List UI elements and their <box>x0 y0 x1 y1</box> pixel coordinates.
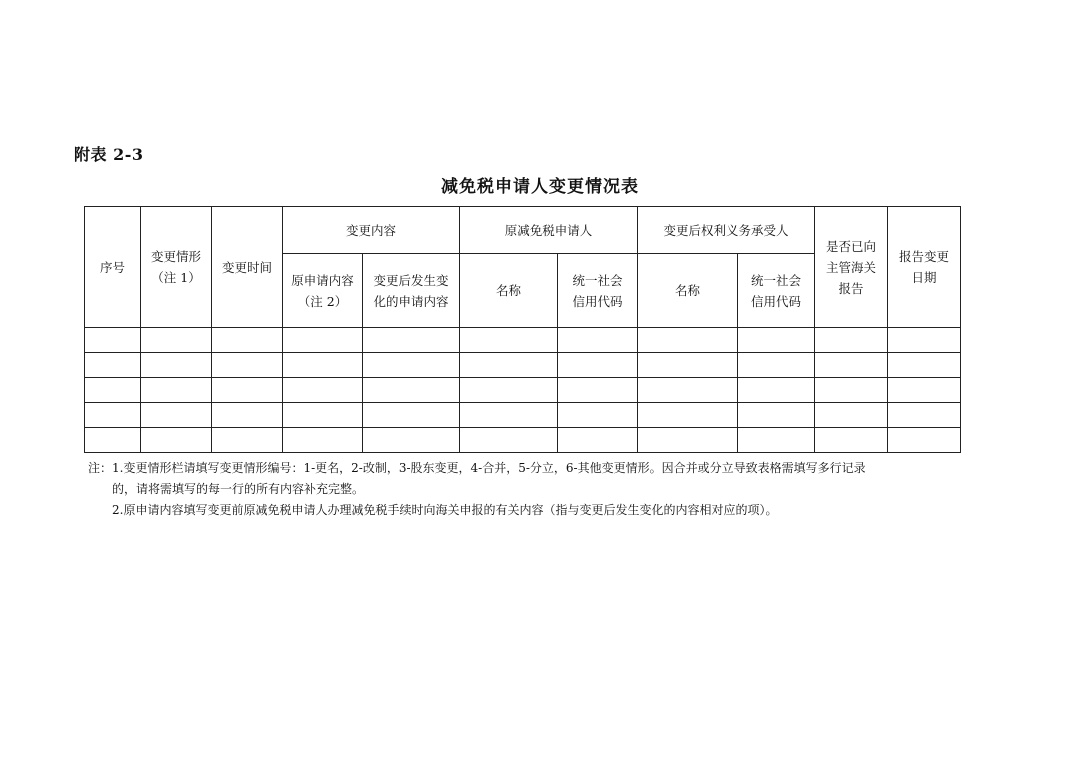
table-cell[interactable] <box>141 353 212 378</box>
table-cell[interactable] <box>738 353 815 378</box>
table-cell[interactable] <box>558 353 638 378</box>
table-cell[interactable] <box>283 328 363 353</box>
notes <box>88 458 968 521</box>
table-cell[interactable] <box>638 428 738 453</box>
table-cell[interactable] <box>85 328 141 353</box>
table-row <box>85 328 961 353</box>
table-cell[interactable] <box>815 378 888 403</box>
header-change-content: 变更内容 <box>283 207 460 254</box>
table-cell[interactable] <box>85 353 141 378</box>
header-original-applicant: 原减免税申请人 <box>460 207 638 254</box>
header-changed-content: 变更后发生变 化的申请内容 <box>363 254 460 328</box>
table-row <box>85 403 961 428</box>
table-cell[interactable] <box>363 403 460 428</box>
table-cell[interactable] <box>888 328 961 353</box>
table-cell[interactable] <box>558 378 638 403</box>
table-cell[interactable] <box>85 428 141 453</box>
table-row <box>85 353 961 378</box>
table-cell[interactable] <box>212 328 283 353</box>
table-cell[interactable] <box>815 353 888 378</box>
note-line-1: 注：1.变更情形栏请填写变更情形编号：1-更名，2-改制，3-股东变更，4-合并，5-分立，6-其他变更情形。因合并或分立导致表格需填写多行记录 <box>88 461 866 475</box>
table-cell[interactable] <box>558 403 638 428</box>
table-cell[interactable] <box>283 378 363 403</box>
header-change-time: 变更时间 <box>212 207 283 328</box>
table-cell[interactable] <box>460 428 558 453</box>
table-cell[interactable] <box>460 328 558 353</box>
header-report-date: 报告变更 日期 <box>888 207 961 328</box>
table-cell[interactable] <box>558 428 638 453</box>
table-body <box>85 328 961 453</box>
header-successor-name: 名称 <box>638 254 738 328</box>
table-cell[interactable] <box>85 378 141 403</box>
table-cell[interactable] <box>141 378 212 403</box>
table-cell[interactable] <box>460 378 558 403</box>
document-title: 减免税申请人变更情况表 <box>441 177 639 197</box>
header-successor-credit-code: 统一社会 信用代码 <box>738 254 815 328</box>
header-orig-credit-code: 统一社会 信用代码 <box>558 254 638 328</box>
table-cell[interactable] <box>141 428 212 453</box>
note-line-3: 2.原申请内容填写变更前原减免税申请人办理减免税手续时向海关申报的有关内容（指与变更后发生变化的内容相对应的项）。 <box>112 503 778 517</box>
table-cell[interactable] <box>363 378 460 403</box>
table-cell[interactable] <box>363 328 460 353</box>
table-cell[interactable] <box>460 403 558 428</box>
table-cell[interactable] <box>212 428 283 453</box>
table-cell[interactable] <box>638 328 738 353</box>
table-cell[interactable] <box>638 378 738 403</box>
header-change-type: 变更情形 （注 1） <box>141 207 212 328</box>
table-cell[interactable] <box>85 403 141 428</box>
table-cell[interactable] <box>815 428 888 453</box>
table-cell[interactable] <box>212 403 283 428</box>
table-row <box>85 378 961 403</box>
table-cell[interactable] <box>212 353 283 378</box>
table-cell[interactable] <box>888 353 961 378</box>
table-cell[interactable] <box>888 403 961 428</box>
table-row <box>85 428 961 453</box>
table-cell[interactable] <box>815 403 888 428</box>
table-cell[interactable] <box>283 353 363 378</box>
table-cell[interactable] <box>638 403 738 428</box>
table-cell[interactable] <box>283 428 363 453</box>
table-cell[interactable] <box>888 428 961 453</box>
attachment-label: 附表 2-3 <box>74 145 144 164</box>
table-cell[interactable] <box>888 378 961 403</box>
header-orig-name: 名称 <box>460 254 558 328</box>
table-cell[interactable] <box>738 403 815 428</box>
header-reported-to-customs: 是否已向 主管海关 报告 <box>815 207 888 328</box>
table-cell[interactable] <box>283 403 363 428</box>
table-cell[interactable] <box>141 328 212 353</box>
note-line-2: 的，请将需填写的每一行的所有内容补充完整。 <box>112 482 365 496</box>
header-seq: 序号 <box>85 207 141 328</box>
table-cell[interactable] <box>363 428 460 453</box>
table-cell[interactable] <box>738 328 815 353</box>
table-cell[interactable] <box>558 328 638 353</box>
table-cell[interactable] <box>815 328 888 353</box>
table-cell[interactable] <box>638 353 738 378</box>
table-cell[interactable] <box>738 378 815 403</box>
table-cell[interactable] <box>460 353 558 378</box>
change-record-table <box>84 206 961 453</box>
table-cell[interactable] <box>363 353 460 378</box>
header-original-content: 原申请内容 （注 2） <box>283 254 363 328</box>
table-cell[interactable] <box>141 403 212 428</box>
table-cell[interactable] <box>738 428 815 453</box>
header-successor: 变更后权利义务承受人 <box>638 207 815 254</box>
table-cell[interactable] <box>212 378 283 403</box>
